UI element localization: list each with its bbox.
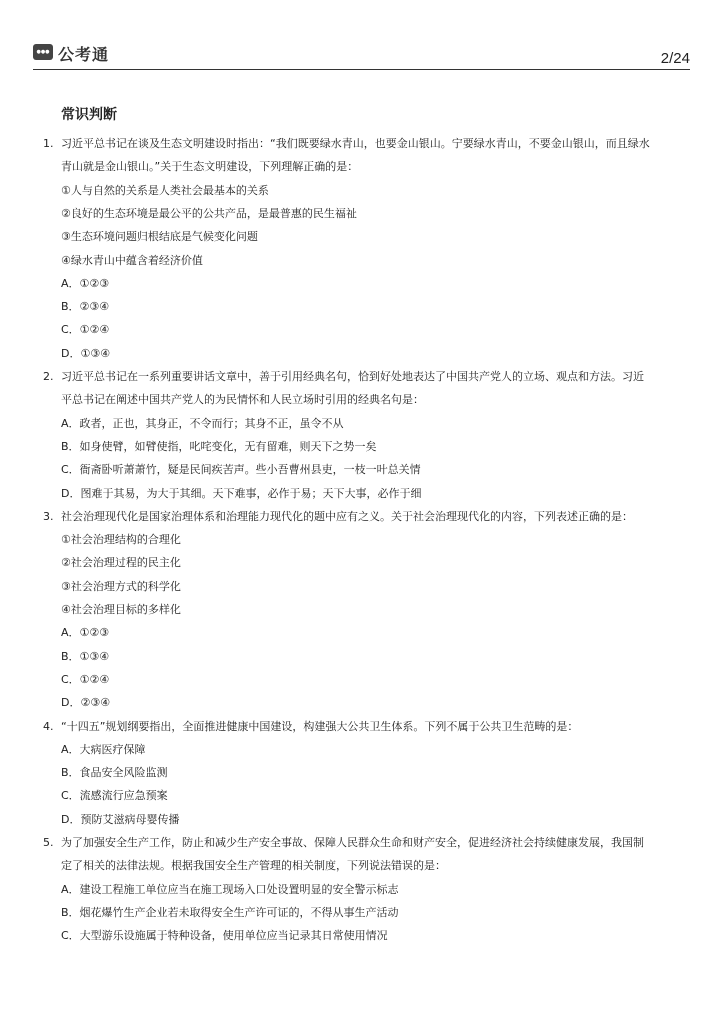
statement-item: ①人与自然的关系是人类社会最基本的关系 (61, 183, 269, 197)
question-number: 1. (43, 137, 54, 150)
answer-option: A．建设工程施工单位应当在施工现场入口处设置明显的安全警示标志 (61, 882, 399, 896)
statement-item: ②良好的生态环境是最公平的公共产品，是最普惠的民生福祉 (61, 206, 357, 220)
answer-option: D．预防艾滋病母婴传播 (61, 812, 180, 826)
question-stem-line: 为了加强安全生产工作，防止和减少生产安全事故、保障人民群众生命和财产安全，促进经济社会持续健康发展，我国制 (61, 836, 644, 849)
answer-option: A．①②③ (61, 276, 110, 290)
question-number: 5. (43, 836, 54, 849)
answer-option: A．政者，正也，其身正，不令而行；其身不正，虽令不从 (61, 416, 344, 430)
answer-option: C．①②④ (61, 672, 110, 686)
answer-option: C．衙斋卧听萧萧竹，疑是民间疾苦声。些小吾曹州县吏，一枝一叶总关情 (61, 463, 421, 477)
statement-item: ④绿水青山中蕴含着经济价值 (61, 253, 203, 267)
answer-option: A．大病医疗保障 (61, 742, 146, 756)
page-header (33, 41, 690, 70)
answer-option: B．②③④ (61, 300, 110, 314)
statement-item: ③生态环境问题归根结底是气候变化问题 (61, 230, 258, 244)
answer-option: B．食品安全风险监测 (61, 766, 168, 780)
question-stem-line: “十四五”规划纲要指出，全面推进健康中国建设，构建强大公共卫生体系。下列不属于公共卫生范畴的是： (61, 719, 579, 733)
question-number: 3. (43, 509, 54, 523)
question-stem-line: 平总书记在阐述中国共产党人的为民情怀和人民立场时引用的经典名句是： (61, 393, 424, 407)
statement-item: ①社会治理结构的合理化 (61, 533, 181, 547)
question-stem-line: 习近平总书记在谈及生态文明建设时指出：“我们既要绿水青山，也要金山银山。宁要绿水青山，不要金山银山，而且绿水 (61, 137, 650, 150)
question-stem-line: 习近平总书记在一系列重要讲话文章中，善于引用经典名句，恰到好处地表达了中国共产党人的立场、观点和方法。习近 (61, 370, 644, 383)
statement-item: ②社会治理过程的民主化 (61, 556, 181, 570)
section-title: 常识判断 (61, 107, 117, 123)
brand-name: 公考通 (58, 45, 110, 64)
answer-option: C．流感流行应急预案 (61, 789, 168, 803)
answer-option: A．①②③ (61, 626, 110, 640)
question-stem-line: 青山就是金山银山。”关于生态文明建设，下列理解正确的是： (61, 160, 359, 174)
question-stem-line: 定了相关的法律法规。根据我国安全生产管理的相关制度，下列说法错误的是： (61, 859, 446, 873)
question-stem-line: 社会治理现代化是国家治理体系和治理能力现代化的题中应有之义。关于社会治理现代化的内容，下列表述正确的是： (61, 509, 633, 523)
statement-item: ④社会治理目标的多样化 (61, 603, 181, 616)
answer-option: C．①②④ (61, 323, 110, 337)
answer-option: D．①③④ (61, 346, 111, 360)
answer-option: B．烟花爆竹生产企业若未取得安全生产许可证的，不得从事生产活动 (61, 905, 399, 919)
logo-icon: ●●● (33, 44, 53, 60)
answer-option: D．②③④ (61, 696, 111, 710)
question-number: 2. (43, 370, 54, 383)
statement-item: ③社会治理方式的科学化 (61, 579, 181, 593)
answer-option: D．图难于其易，为大于其细。天下难事，必作于易；天下大事，必作于细 (61, 486, 422, 500)
question-number: 4. (43, 719, 54, 733)
page-number: 2/24 (660, 50, 690, 67)
answer-option: C．大型游乐设施属于特种设备，使用单位应当记录其日常使用情况 (61, 929, 388, 943)
answer-option: B．如身使臂，如臂使指，叱咤变化，无有留难，则天下之势一矣 (61, 439, 377, 453)
answer-option: B．①③④ (61, 649, 110, 663)
